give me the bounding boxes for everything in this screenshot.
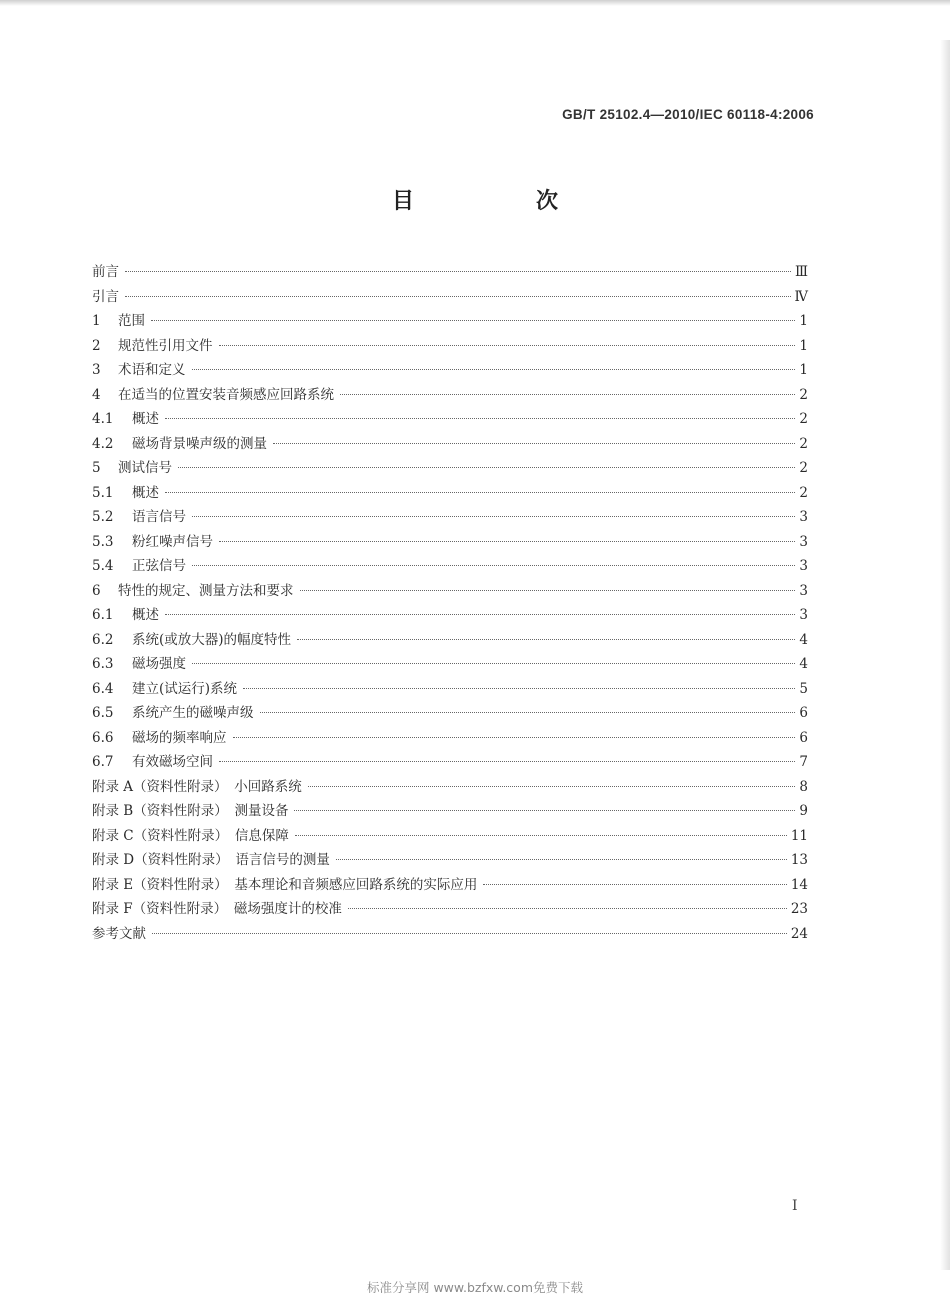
toc-entry-page: 4 xyxy=(799,656,808,672)
toc-entry-title: 参考文献 xyxy=(92,925,146,942)
dot-leader xyxy=(152,933,787,934)
dot-leader xyxy=(300,590,796,591)
dot-leader xyxy=(233,737,796,738)
dot-leader xyxy=(483,884,786,885)
toc-entry-number: 2 xyxy=(92,337,101,354)
page-edge xyxy=(0,0,950,6)
toc-entry xyxy=(92,358,808,383)
toc-entry xyxy=(92,726,808,751)
dot-leader xyxy=(219,761,795,762)
toc-entry-number: 6.1 xyxy=(92,607,114,623)
standard-code: GB/T 25102.4—2010/IEC 60118-4:2006 xyxy=(562,107,814,122)
toc-entry xyxy=(92,750,808,775)
toc-entry-number: 6.4 xyxy=(92,680,114,697)
toc-entry-number: 6.5 xyxy=(92,705,114,721)
toc-entry xyxy=(92,530,808,555)
toc-entry-page: Ⅲ xyxy=(794,264,808,280)
toc-entry-page: 3 xyxy=(799,607,808,623)
toc-entry-number: 4.1 xyxy=(92,411,114,427)
toc-entry-title: 附录 C（资料性附录） 信息保障 xyxy=(92,827,289,844)
toc-entry-page: 1 xyxy=(799,313,808,329)
toc-entry-title: 引言 xyxy=(92,288,119,305)
toc-entry-number: 5.3 xyxy=(92,533,114,550)
toc-entry-page: 3 xyxy=(799,558,808,574)
toc-entry-page: 7 xyxy=(799,754,808,770)
toc-entry-number: 6.7 xyxy=(92,754,114,770)
toc-entry-number: 6 xyxy=(92,582,101,599)
dot-leader xyxy=(340,394,795,395)
toc-entry xyxy=(92,652,808,677)
toc-entry-title: 附录 E（资料性附录） 基本理论和音频感应回路系统的实际应用 xyxy=(92,876,478,893)
dot-leader xyxy=(178,467,795,468)
toc-entry xyxy=(92,897,808,922)
dot-leader xyxy=(192,565,795,566)
toc-entry xyxy=(92,824,808,849)
toc-entry-title: 磁场背景噪声级的测量 xyxy=(132,435,267,452)
dot-leader xyxy=(165,614,795,615)
toc-entry-title: 正弦信号 xyxy=(132,558,186,574)
toc-entry-title: 概述 xyxy=(132,411,159,427)
toc-entry-page: 2 xyxy=(799,411,808,427)
toc-entry-title: 附录 F（资料性附录） 磁场强度计的校准 xyxy=(92,901,342,917)
toc-entry-number: 1 xyxy=(92,313,101,329)
dot-leader xyxy=(295,835,787,836)
toc-entry-page: 9 xyxy=(799,803,808,819)
dot-leader xyxy=(125,296,791,297)
toc-entry-title: 系统(或放大器)的幅度特性 xyxy=(132,631,292,648)
toc-entry-page: 5 xyxy=(799,680,808,697)
toc-entry-page: 23 xyxy=(790,901,808,917)
page-edge-shadow xyxy=(940,40,950,1270)
toc-entry xyxy=(92,701,808,726)
toc-entry xyxy=(92,407,808,432)
toc-entry xyxy=(92,775,808,800)
toc-entry xyxy=(92,309,808,334)
dot-leader xyxy=(336,859,787,860)
toc-entry xyxy=(92,432,808,457)
toc-entry xyxy=(92,383,808,408)
dot-leader xyxy=(125,271,791,272)
toc-entry-title: 磁场的频率响应 xyxy=(132,729,227,746)
toc-entry-number: 6.3 xyxy=(92,656,114,672)
toc-entry-title: 有效磁场空间 xyxy=(132,754,213,770)
toc-entry-page: 2 xyxy=(799,460,808,476)
toc-entry-title: 前言 xyxy=(92,264,119,280)
toc-entry-title: 特性的规定、测量方法和要求 xyxy=(118,582,294,599)
toc-entry xyxy=(92,603,808,628)
toc-entry-page: 2 xyxy=(799,435,808,452)
toc-entry-title: 测试信号 xyxy=(118,460,172,476)
toc-entry xyxy=(92,334,808,359)
toc-entry-title: 在适当的位置安装音频感应回路系统 xyxy=(118,386,334,403)
toc-entry-title: 规范性引用文件 xyxy=(118,337,213,354)
toc-entry-page: 3 xyxy=(799,582,808,599)
watermark: 标准分享网 www.bzfxw.com免费下载 xyxy=(366,1280,583,1295)
toc-entry-number: 4 xyxy=(92,386,101,403)
dot-leader xyxy=(192,663,795,664)
toc-entry-title: 语言信号 xyxy=(132,509,186,525)
toc-entry-title: 系统产生的磁噪声级 xyxy=(132,705,254,721)
dot-leader xyxy=(260,712,796,713)
toc-entry-number: 6.6 xyxy=(92,729,114,746)
table-of-contents xyxy=(92,260,808,946)
toc-entry-title: 范围 xyxy=(118,313,145,329)
dot-leader xyxy=(348,908,787,909)
toc-entry-page: 13 xyxy=(790,852,808,868)
dot-leader xyxy=(151,320,795,321)
toc-entry-page: 24 xyxy=(790,925,808,942)
toc-entry xyxy=(92,677,808,702)
toc-entry-page: 6 xyxy=(799,705,808,721)
toc-entry-page: 1 xyxy=(799,337,808,354)
toc-entry-number: 3 xyxy=(92,362,101,378)
dot-leader xyxy=(294,810,795,811)
toc-entry-page: 6 xyxy=(799,729,808,746)
toc-entry xyxy=(92,579,808,604)
toc-entry xyxy=(92,848,808,873)
toc-entry-page: 2 xyxy=(799,386,808,403)
toc-entry xyxy=(92,505,808,530)
toc-entry-page: Ⅳ xyxy=(794,288,808,305)
dot-leader xyxy=(297,639,795,640)
toc-entry-page: 8 xyxy=(799,778,808,795)
dot-leader xyxy=(243,688,795,689)
toc-entry-title: 术语和定义 xyxy=(118,362,186,378)
toc-entry xyxy=(92,799,808,824)
toc-entry-title: 附录 A（资料性附录） 小回路系统 xyxy=(92,778,302,795)
toc-entry xyxy=(92,554,808,579)
toc-entry-number: 4.2 xyxy=(92,435,114,452)
toc-entry xyxy=(92,456,808,481)
dot-leader xyxy=(165,418,795,419)
toc-entry-page: 4 xyxy=(799,631,808,648)
page-number: Ⅰ xyxy=(792,1198,798,1214)
dot-leader xyxy=(165,492,795,493)
dot-leader xyxy=(192,516,795,517)
dot-leader xyxy=(219,541,795,542)
toc-entry-number: 5.1 xyxy=(92,484,114,501)
toc-entry-page: 11 xyxy=(790,827,808,844)
toc-entry-title: 粉红噪声信号 xyxy=(132,533,213,550)
toc-entry xyxy=(92,260,808,285)
toc-entry-title: 建立(试运行)系统 xyxy=(132,680,238,697)
toc-entry-page: 14 xyxy=(790,876,808,893)
toc-entry-number: 5 xyxy=(92,460,101,476)
page-title: 目 次 xyxy=(391,189,608,214)
toc-entry xyxy=(92,922,808,947)
toc-entry-page: 3 xyxy=(799,509,808,525)
toc-entry-page: 1 xyxy=(799,362,808,378)
toc-entry-title: 磁场强度 xyxy=(132,656,186,672)
dot-leader xyxy=(308,786,796,787)
toc-entry xyxy=(92,481,808,506)
toc-entry-page: 3 xyxy=(799,533,808,550)
dot-leader xyxy=(219,345,796,346)
toc-entry-number: 6.2 xyxy=(92,631,114,648)
toc-entry-number: 5.4 xyxy=(92,558,114,574)
toc-entry-number: 5.2 xyxy=(92,509,114,525)
dot-leader xyxy=(192,369,796,370)
toc-entry-title: 概述 xyxy=(132,607,159,623)
toc-entry xyxy=(92,285,808,310)
toc-entry-page: 2 xyxy=(799,484,808,501)
toc-entry xyxy=(92,873,808,898)
toc-entry xyxy=(92,628,808,653)
toc-entry-title: 概述 xyxy=(132,484,159,501)
toc-entry-title: 附录 D（资料性附录） 语言信号的测量 xyxy=(92,852,330,868)
toc-entry-title: 附录 B（资料性附录） 测量设备 xyxy=(92,803,289,819)
dot-leader xyxy=(273,443,795,444)
